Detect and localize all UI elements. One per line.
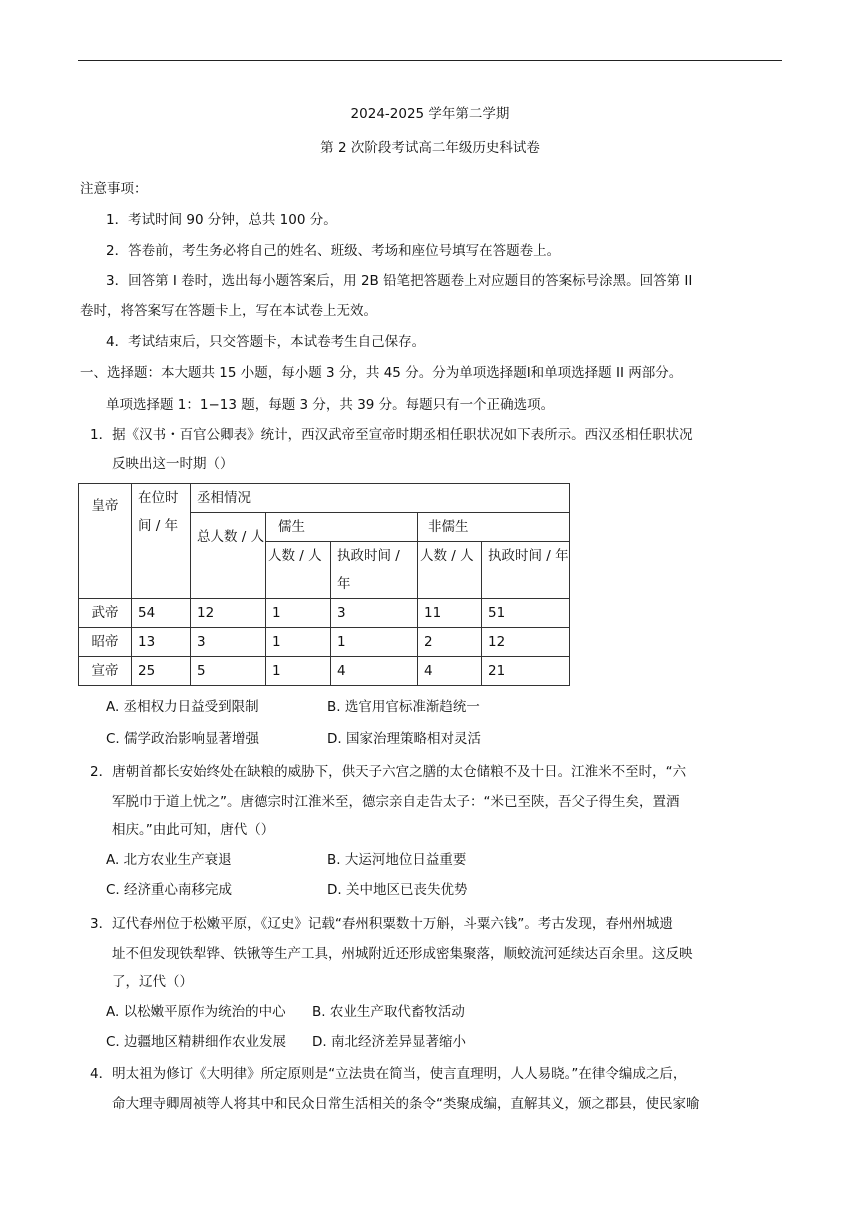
cell-confucian-count: 1 — [266, 599, 331, 628]
question-2-text: 2．唐朝首都长安始终处在缺粮的威胁下，供天子六宫之膳的太仓储粮不及十日。江淮米不至时，“六 — [90, 764, 687, 780]
cell-total: 3 — [191, 628, 266, 657]
header-confucian-count: 人数 / 人 — [266, 542, 331, 599]
option-d: D. 关中地区已丧失优势 — [327, 882, 468, 898]
cell-non-confucian-tenure: 51 — [482, 599, 570, 628]
option-b: B. 大运河地位日益重要 — [327, 852, 467, 868]
section-title: 一、选择题：本大题共 15 小题，每小题 3 分，共 45 分。分为单项选择题Ⅰ和单项选择题 II 两部分。 — [80, 365, 683, 381]
chancellor-table — [78, 483, 570, 686]
header-emperor: 皇帝 — [79, 484, 132, 599]
note-item: 3．回答第 I 卷时，选出每小题答案后，用 2B 铅笔把答题卷上对应题目的答案标号涂黑。回答第 II — [106, 273, 693, 289]
cell-emperor: 武帝 — [79, 599, 132, 628]
cell-total: 12 — [191, 599, 266, 628]
cell-emperor: 宣帝 — [79, 657, 132, 686]
cell-non-confucian-tenure: 12 — [482, 628, 570, 657]
question-3-text: 址不但发现铁犁铧、铁锹等生产工具，州城附近还形成密集聚落，顺蛟流河延续达百余里。这反映 — [112, 946, 693, 962]
question-2-text: 军脱巾于道上忧之”。唐德宗时江淮米至，德宗亲自走告太子：“米已至陕，吾父子得生矣，置酒 — [112, 794, 680, 810]
cell-confucian-tenure: 1 — [331, 628, 418, 657]
header-chancellor: 丞相情况 — [191, 484, 570, 513]
notes-heading: 注意事项： — [80, 181, 148, 197]
cell-non-confucian-tenure: 21 — [482, 657, 570, 686]
question-2-text: 相庆。”由此可知，唐代（） — [112, 822, 275, 838]
section-subtitle: 单项选择题 1：1−13 题，每题 3 分，共 39 分。每题只有一个正确选项。 — [106, 397, 555, 413]
question-4-text: 命大理寺卿周祯等人将其中和民众日常生活相关的条令“类聚成编，直解其义，颁之郡县，使民家喻 — [112, 1096, 700, 1112]
option-b: B. 农业生产取代畜牧活动 — [312, 1004, 465, 1020]
cell-total: 5 — [191, 657, 266, 686]
cell-non-confucian-count: 2 — [418, 628, 482, 657]
question-4-text: 4．明太祖为修订《大明律》所定原则是“立法贵在简当，使言直理明，人人易晓。”在律令编成之后， — [90, 1066, 687, 1082]
question-3-text: 了，辽代（） — [112, 974, 193, 990]
question-1-text: 反映出这一时期（） — [112, 456, 234, 472]
option-b: B. 选官用官标准渐趋统一 — [327, 699, 480, 715]
option-d: D. 国家治理策略相对灵活 — [327, 731, 481, 747]
question-3-text: 3．辽代春州位于松嫩平原，《辽史》记载“春州积粟数十万斛，斗粟六钱”。考古发现，春州州城遗 — [90, 916, 673, 932]
table-row — [79, 599, 570, 628]
note-item: 2．答卷前，考生务必将自己的姓名、班级、考场和座位号填写在答题卷上。 — [106, 243, 561, 259]
option-a: A. 以松嫩平原作为统治的中心 — [106, 1004, 286, 1020]
header-non-confucian: 非儒生 — [418, 513, 570, 542]
cell-confucian-count: 1 — [266, 628, 331, 657]
cell-years: 13 — [132, 628, 191, 657]
cell-confucian-tenure: 4 — [331, 657, 418, 686]
exam-term: 2024-2025 学年第二学期 — [350, 106, 510, 122]
cell-emperor: 昭帝 — [79, 628, 132, 657]
cell-years: 54 — [132, 599, 191, 628]
header-confucian: 儒生 — [266, 513, 418, 542]
question-1-text: 1．据《汉书・百官公卿表》统计，西汉武帝至宣帝时期丞相任职状况如下表所示。西汉丞相任职状况 — [90, 427, 693, 443]
header-confucian-tenure: 执政时间 / 年 — [331, 542, 418, 599]
note-item: 卷时，将答案写在答题卡上，写在本试卷上无效。 — [80, 303, 377, 319]
header-non-confucian-count: 人数 / 人 — [418, 542, 482, 599]
header-total: 总人数 / 人 — [191, 513, 266, 599]
table-row — [79, 628, 570, 657]
cell-non-confucian-count: 4 — [418, 657, 482, 686]
header-years: 在位时间 / 年 — [132, 484, 191, 599]
option-a: A. 北方农业生产衰退 — [106, 852, 232, 868]
option-c: C. 儒学政治影响显著增强 — [106, 731, 260, 747]
note-item: 1．考试时间 90 分钟，总共 100 分。 — [106, 212, 337, 228]
note-item: 4．考试结束后，只交答题卡，本试卷考生自己保存。 — [106, 334, 426, 350]
cell-non-confucian-count: 11 — [418, 599, 482, 628]
header-rule — [78, 60, 782, 61]
option-d: D. 南北经济差异显著缩小 — [312, 1034, 466, 1050]
cell-years: 25 — [132, 657, 191, 686]
cell-confucian-count: 1 — [266, 657, 331, 686]
option-c: C. 经济重心南移完成 — [106, 882, 233, 898]
header-non-confucian-tenure: 执政时间 / 年 — [482, 542, 570, 599]
exam-title: 第 2 次阶段考试高二年级历史科试卷 — [320, 140, 540, 156]
cell-confucian-tenure: 3 — [331, 599, 418, 628]
option-a: A. 丞相权力日益受到限制 — [106, 699, 259, 715]
table-row — [79, 657, 570, 686]
option-c: C. 边疆地区精耕细作农业发展 — [106, 1034, 287, 1050]
